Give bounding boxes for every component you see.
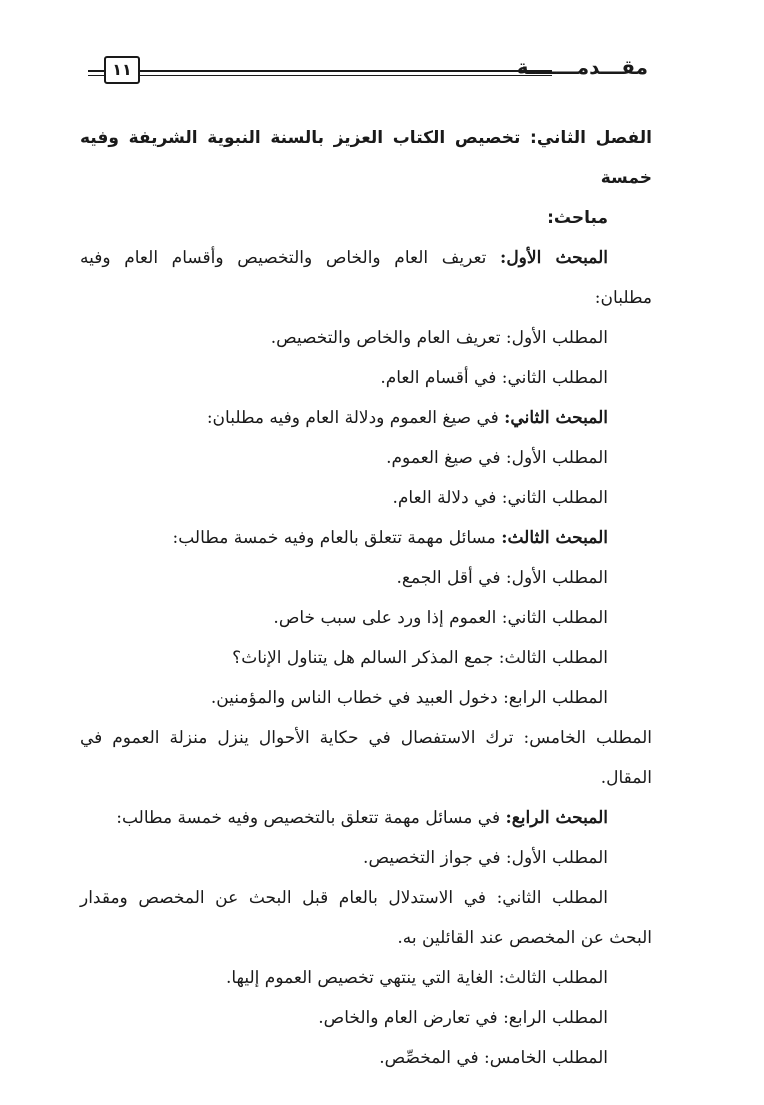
- line-text: مباحث:: [547, 208, 608, 228]
- line-text: المطلب الأول: في صيغ العموم.: [386, 448, 608, 468]
- text-line: [80, 878, 652, 918]
- page-number: ١١: [104, 56, 140, 84]
- line-text: المطلب الأول: في جواز التخصيص.: [363, 848, 608, 868]
- line-text: المطلب الثاني: العموم إذا ورد على سبب خاص.: [273, 608, 608, 628]
- text-line: [80, 718, 652, 758]
- text-line: [80, 838, 652, 878]
- text-line: [80, 198, 652, 238]
- header-rule: [138, 70, 552, 76]
- line-text: المطلب الأول: تعريف العام والخاص والتخصيص.: [270, 328, 608, 348]
- line-text: المطلب الرابع: في تعارض العام والخاص.: [318, 1008, 608, 1028]
- section-label: المبحث الثالث:: [501, 528, 608, 548]
- line-text: المطلب الخامس: ترك الاستفصال في حكاية الأحوال ينزل منزلة العموم في: [80, 728, 652, 748]
- text-line: [80, 758, 652, 798]
- text-line: [80, 678, 652, 718]
- text-line: [80, 958, 652, 998]
- table-of-contents-text: [80, 118, 652, 1078]
- line-text: المطلب الخامس: في المخصِّص.: [379, 1048, 608, 1068]
- line-text: مطلبان:: [594, 288, 652, 308]
- line-text: المطلب الأول: في أقل الجمع.: [396, 568, 608, 588]
- line-text: المطلب الرابع: دخول العبيد في خطاب الناس والمؤمنين.: [210, 688, 608, 708]
- text-line: [80, 478, 652, 518]
- text-line: [80, 638, 652, 678]
- text-line: [80, 278, 652, 318]
- text-line: [80, 518, 652, 558]
- line-text: المطلب الثاني: في الاستدلال بالعام قبل البحث عن المخصص ومقدار: [80, 888, 608, 908]
- line-text: في مسائل مهمة تتعلق بالتخصيص وفيه خمسة مطالب:: [116, 808, 506, 828]
- text-line: [80, 438, 652, 478]
- line-text: البحث عن المخصص عند القائلين به.: [397, 928, 652, 948]
- text-line: [80, 1038, 652, 1078]
- running-header: [88, 55, 648, 91]
- text-line: [80, 118, 652, 198]
- section-label: المبحث الأول:: [500, 248, 608, 268]
- line-text: المطلب الثالث: جمع المذكر السالم هل يتناول الإناث؟: [232, 648, 608, 668]
- text-line: [80, 558, 652, 598]
- line-text: المطلب الثاني: في دلالة العام.: [392, 488, 608, 508]
- section-label: المبحث الثاني:: [504, 408, 608, 428]
- line-text: تعريف العام والخاص والتخصيص وأقسام العام وفيه: [80, 248, 501, 268]
- text-line: [80, 318, 652, 358]
- header-rule-left: [88, 70, 104, 76]
- running-title: مقـــدمـــــــة: [516, 55, 648, 79]
- line-text: في صيغ العموم ودلالة العام وفيه مطلبان:: [206, 408, 505, 428]
- line-text: المطلب الثاني: في أقسام العام.: [380, 368, 608, 388]
- line-text: المقال.: [600, 768, 652, 788]
- text-line: [80, 238, 652, 278]
- text-line: [80, 798, 652, 838]
- line-text: المطلب الثالث: الغاية التي ينتهي تخصيص العموم إليها.: [225, 968, 608, 988]
- text-line: [80, 358, 652, 398]
- line-text: الفصل الثاني: تخصيص الكتاب العزيز بالسنة النبوية الشريفة وفيه خمسة: [80, 128, 652, 188]
- text-line: [80, 598, 652, 638]
- text-line: [80, 918, 652, 958]
- section-label: المبحث الرابع:: [505, 808, 608, 828]
- text-line: [80, 998, 652, 1038]
- text-line: [80, 398, 652, 438]
- line-text: مسائل مهمة تتعلق بالعام وفيه خمسة مطالب:: [172, 528, 502, 548]
